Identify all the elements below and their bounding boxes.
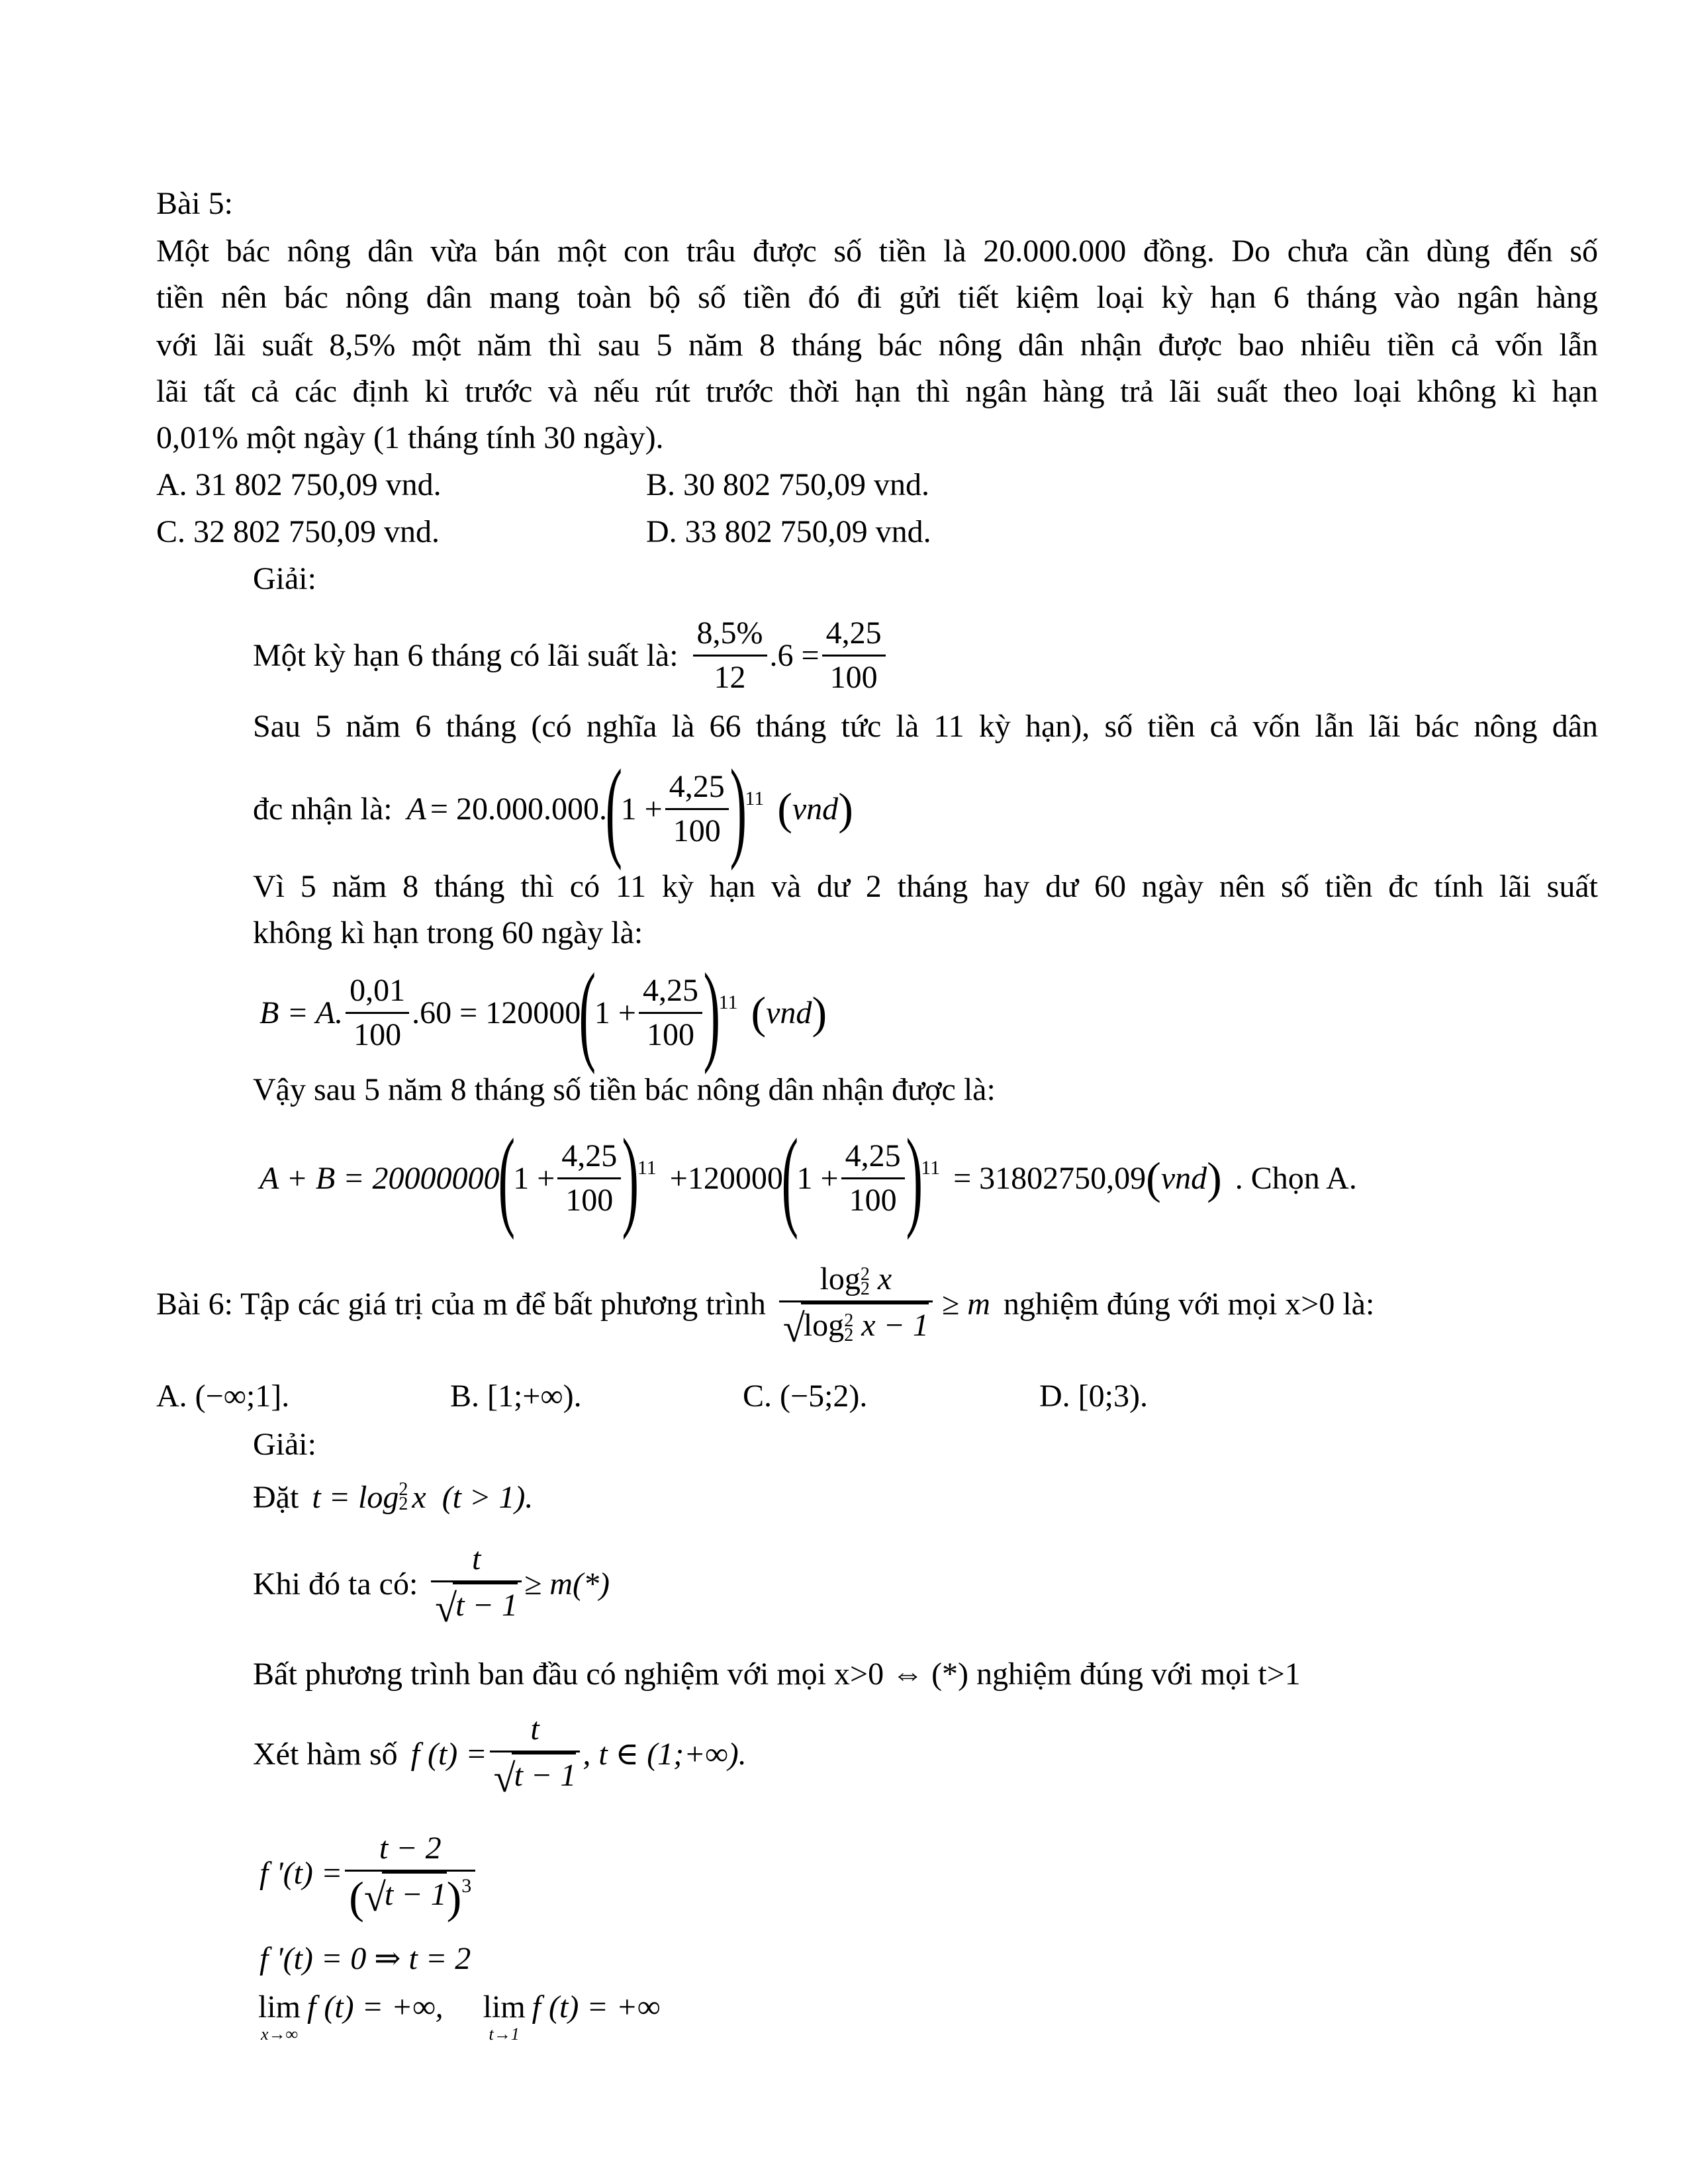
problem-5-step-2-line-1: Sau 5 năm 6 tháng (có nghĩa là 66 tháng tức là 11 kỳ hạn), số tiền cả vốn lẫn lãi bác nông dân (253, 709, 1598, 744)
problem-5-step-4-text: Vậy sau 5 năm 8 tháng số tiền bác nông dân nhận được là: (253, 1072, 996, 1107)
problem-6-statement (156, 1251, 1374, 1357)
var-x: x (412, 1479, 426, 1515)
final-result: = 31802750,09 (953, 1160, 1147, 1196)
xet-fraction (490, 1708, 581, 1799)
problem-6-derivative (259, 1817, 478, 1929)
limit-2-rhs: f (t) = +∞ (532, 1989, 661, 2025)
xet-f: f (t) = (410, 1736, 487, 1772)
sqrt-icon: √ (782, 1306, 805, 1350)
final-lhs: A + B = 20000000 (259, 1160, 500, 1196)
log-word: log (820, 1261, 861, 1297)
problem-6-limits (258, 1989, 660, 2048)
set-prefix: Đặt (253, 1479, 299, 1515)
problem-5-option-c: C. 32 802 750,09 vnd. (156, 514, 440, 549)
left-paren: ( (349, 1872, 364, 1923)
problem-5-line-1: Một bác nông dân vừa bán một con trâu được số tiền là 20.000.000 đồng. Do chưa cần dùng đến số (156, 234, 1598, 269)
sqrt-icon: √ (363, 1875, 386, 1919)
right-paren: ) (703, 950, 721, 1075)
daily-rate-num: 0,01 (346, 970, 409, 1014)
var-a: A (406, 791, 426, 827)
unit-open-paren: ( (751, 987, 767, 1038)
left-paren: ( (579, 950, 596, 1075)
khi-num: t (431, 1538, 522, 1582)
one-plus: 1 + (796, 1160, 839, 1196)
exponent-11: 11 (718, 991, 738, 1013)
limit-2 (483, 1989, 526, 2043)
problem-6-ineq: ≥ m (941, 1286, 990, 1322)
problem-5-line-4: lãi tất cả các định kì trước và nếu rút trước thời hạn thì ngân hàng trả lãi suất theo loại không kì hạn (156, 374, 1598, 409)
problem-5-final-formula (259, 1118, 1357, 1238)
period-rate-num: 4,25 (822, 612, 886, 657)
final-plus: +120000 (669, 1160, 783, 1196)
log-word: log (803, 1308, 845, 1343)
growth-fraction (639, 970, 702, 1056)
problem-5-step-2-formula (253, 747, 853, 871)
unit-close-paren: ) (1207, 1153, 1222, 1203)
var-x: x (877, 1261, 892, 1297)
unit-open-paren: ( (1146, 1153, 1161, 1203)
problem-5-line-2: tiền nên bác nông dân mang toàn bộ số tiền đó đi gửi tiết kiệm loại kỳ hạn 6 tháng vào ngân hàng (156, 280, 1598, 315)
exponent-11: 11 (921, 1157, 941, 1179)
period-rate-fraction (822, 612, 886, 699)
sub-2: 2 (844, 1324, 854, 1345)
period-rate-den: 100 (829, 659, 878, 695)
problem-6-option-a: A. (−∞;1]. (156, 1379, 290, 1414)
growth-den: 100 (849, 1182, 897, 1218)
final-choice: . Chọn A. (1235, 1160, 1357, 1196)
problem-6-fraction (779, 1258, 933, 1349)
growth-fraction (665, 766, 729, 852)
step-1-text: Một kỳ hạn 6 tháng có lãi suất là: (253, 637, 679, 673)
growth-num: 4,25 (841, 1135, 905, 1179)
rate-fraction-num: 8,5% (693, 612, 767, 657)
growth-den: 100 (565, 1182, 614, 1218)
unit-close-paren: ) (838, 784, 853, 834)
khi-fraction (431, 1538, 522, 1629)
one-plus: 1 + (513, 1160, 555, 1196)
problem-5-title: Bài 5: (156, 186, 233, 221)
right-paren: ) (906, 1116, 923, 1240)
set-cond: (t > 1). (442, 1479, 534, 1515)
xet-num: t (490, 1708, 581, 1752)
xet-domain: , t ∈ (1;+∞). (583, 1737, 747, 1772)
limit-1 (258, 1989, 301, 2043)
problem-6-substitution (253, 1471, 533, 1524)
problem-5-formula-b (259, 950, 827, 1075)
problem-6-frac-den (779, 1302, 933, 1349)
problem-5-step-3-line-2: không kì hạn trong 60 ngày là: (253, 915, 643, 950)
right-paren: ) (729, 747, 747, 871)
growth-fraction (841, 1135, 905, 1222)
unit-vnd: vnd (766, 995, 812, 1030)
growth-num: 4,25 (639, 970, 702, 1014)
deriv-exponent: 3 (461, 1875, 472, 1897)
den-tail: x − 1 (861, 1308, 929, 1343)
lim-sub: t→1 (489, 2025, 520, 2044)
step-1-mid: .6 = (769, 637, 820, 673)
unit-close-paren: ) (812, 987, 827, 1038)
daily-rate-den: 100 (353, 1017, 402, 1052)
deriv-fraction (345, 1827, 475, 1923)
growth-num: 4,25 (665, 766, 729, 810)
one-plus: 1 + (620, 791, 663, 827)
left-paren: ( (498, 1116, 515, 1240)
problem-5-option-b: B. 30 802 750,09 vnd. (646, 467, 930, 502)
deriv-den: t − 1 (382, 1872, 447, 1916)
khi-den-wrap (431, 1582, 522, 1629)
lim-word: lim (258, 1989, 301, 2025)
deriv-lhs: f '(t) = (259, 1855, 343, 1891)
sub-2: 2 (399, 1494, 408, 1514)
growth-den: 100 (673, 813, 721, 848)
sup-2: 2 (844, 1310, 854, 1331)
growth-fraction (557, 1135, 621, 1222)
problem-5-line-5: 0,01% một ngày (1 tháng tính 30 ngày). (156, 420, 664, 455)
unit-vnd: vnd (1160, 1160, 1207, 1196)
daily-rate-fraction (346, 970, 409, 1056)
problem-5-option-a: A. 31 802 750,09 vnd. (156, 467, 442, 502)
right-paren: ) (446, 1872, 462, 1923)
sup-2: 2 (399, 1479, 408, 1500)
khi-den: t − 1 (453, 1582, 518, 1627)
lim-word: lim (483, 1989, 526, 2025)
xet-den: t − 1 (512, 1752, 577, 1797)
deriv-den-wrap (345, 1872, 475, 1923)
problem-6-option-c: C. (−5;2). (743, 1379, 868, 1414)
left-paren: ( (605, 747, 623, 871)
set-expr: t = log (312, 1479, 399, 1515)
problem-5-line-3: với lãi suất 8,5% một năm thì sau 5 năm 8 tháng bác nông dân nhận được bao nhiêu tiền cả vốn lẫn (156, 328, 1598, 363)
problem-6-khi (253, 1534, 610, 1633)
sup-2: 2 (860, 1263, 870, 1285)
unit-vnd: vnd (792, 791, 839, 827)
sqrt-icon: √ (435, 1586, 457, 1630)
growth-num: 4,25 (557, 1135, 621, 1179)
deriv-num: t − 2 (345, 1827, 475, 1872)
unit-open-paren: ( (777, 784, 792, 834)
problem-5-solution-label: Giải: (253, 561, 316, 596)
step-2-prefix: đc nhận là: (253, 791, 393, 827)
problem-6-option-d: D. [0;3). (1039, 1379, 1148, 1414)
xet-den-wrap (490, 1752, 581, 1799)
xet-text: Xét hàm số (253, 1736, 398, 1772)
problem-5-step-3-line-1: Vì 5 năm 8 tháng thì có 11 kỳ hạn và dư 2 tháng hay dư 60 ngày nên số tiền đc tính lãi suất (253, 869, 1598, 904)
problem-6-equivalence: Bất phương trình ban đầu có nghiệm với mọi x>0 ⇔ (*) nghiệm đúng với mọi t>1 (253, 1657, 1301, 1692)
step-2-eq: = 20.000.000. (430, 791, 607, 827)
left-paren: ( (781, 1116, 798, 1240)
problem-6-suffix: nghiệm đúng với mọi x>0 là: (1003, 1286, 1375, 1322)
formula-b-lhs: B = A. (259, 995, 344, 1030)
rate-fraction-den: 12 (714, 659, 746, 695)
problem-6-solution-label: Giải: (253, 1427, 316, 1462)
exponent-11: 11 (637, 1157, 657, 1179)
right-paren: ) (622, 1116, 639, 1240)
problem-5-option-d: D. 33 802 750,09 vnd. (646, 514, 931, 549)
problem-6-prefix: Bài 6: Tập các giá trị của m để bất phương trình (156, 1286, 766, 1322)
problem-5-step-1 (253, 606, 888, 705)
problem-6-option-b: B. [1;+∞). (450, 1379, 582, 1414)
sub-2: 2 (860, 1278, 870, 1299)
rate-fraction (693, 612, 767, 699)
khi-rhs: ≥ m(*) (524, 1566, 610, 1602)
lim-sub: x→∞ (260, 2025, 299, 2044)
problem-6-frac-num (779, 1258, 933, 1302)
problem-6-function (253, 1704, 747, 1803)
formula-b-mid: .60 = 120000 (412, 995, 581, 1030)
sqrt-icon: √ (493, 1756, 516, 1800)
limit-1-rhs: f (t) = +∞, (307, 1989, 444, 2025)
khi-text: Khi đó ta có: (253, 1566, 418, 1602)
growth-den: 100 (646, 1017, 694, 1052)
problem-6-critical-point: f '(t) = 0 ⇒ t = 2 (259, 1941, 471, 1976)
one-plus: 1 + (594, 995, 636, 1030)
exponent-11: 11 (745, 788, 765, 809)
